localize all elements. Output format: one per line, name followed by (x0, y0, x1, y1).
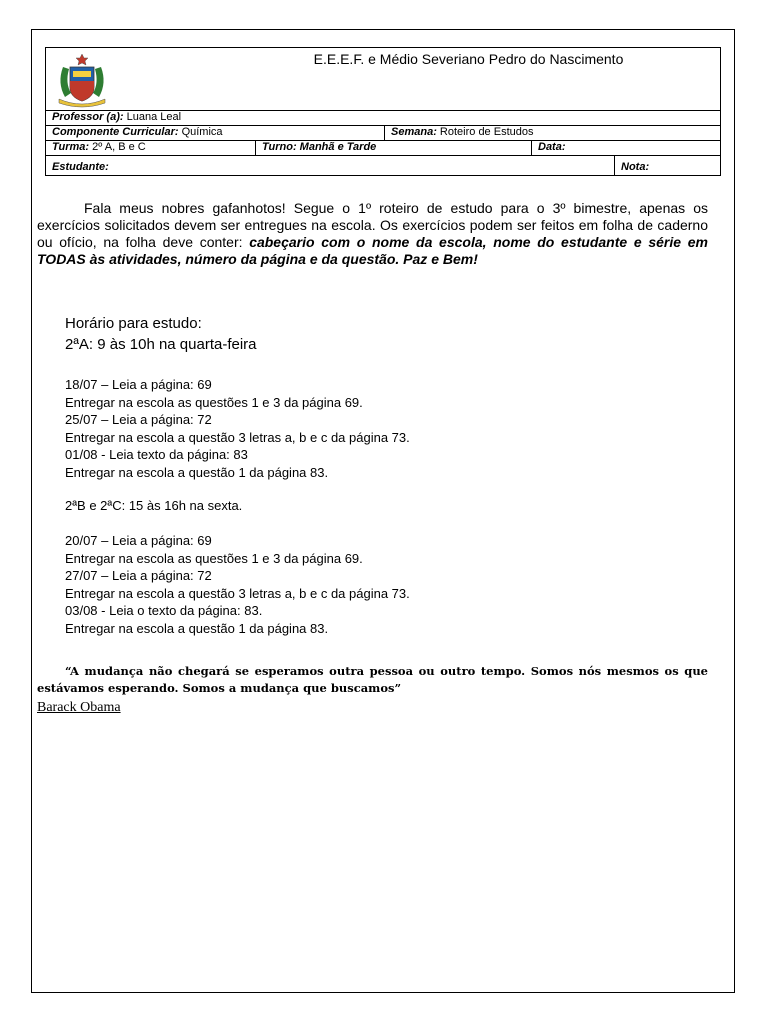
quote-text (37, 663, 708, 697)
data-label: Data: (538, 141, 566, 153)
school-name: E.E.E.F. e Médio Severiano Pedro do Nascimento (313, 51, 624, 67)
professor-value: Luana Leal (126, 111, 182, 123)
group-a-schedule: 2ªA: 9 às 10h na quarta-feira (65, 336, 257, 353)
componente-value: Química (181, 126, 223, 138)
estudante-row (46, 155, 720, 176)
turma-row (46, 140, 720, 155)
semana-label: Semana: (391, 126, 437, 138)
componente-label: Componente Curricular: (52, 126, 179, 138)
quote-body: “A mudança não chegará se esperamos outra pessoa ou outro tempo. Somos nós mesmos os que estávamos esperando. Somos a mudança que buscamos” (37, 664, 708, 695)
professor-row (46, 110, 720, 125)
list-item: Entregar na escola a questão 1 da página 83. (65, 465, 329, 480)
nota-label: Nota: (621, 161, 650, 173)
schedule-title: Horário para estudo: (65, 315, 202, 332)
semana-value: Roteiro de Estudos (439, 126, 534, 138)
intro-paragraph (37, 200, 708, 268)
list-item: Entregar na escola a questão 3 letras a, b e c da página 73. (65, 430, 410, 445)
list-item: Entregar na escola as questões 1 e 3 da página 69. (65, 551, 363, 566)
list-item: 03/08 - Leia o texto da página: 83. (65, 603, 263, 618)
list-item: Entregar na escola a questão 1 da página 83. (65, 621, 329, 636)
list-item: Entregar na escola as questões 1 e 3 da página 69. (65, 395, 363, 410)
componente-row (46, 125, 720, 140)
estudante-label: Estudante: (52, 161, 109, 173)
list-item: 18/07 – Leia a página: 69 (65, 377, 212, 392)
group-bc-schedule: 2ªB e 2ªC: 15 às 16h na sexta. (65, 498, 243, 513)
state-coat-of-arms-icon (51, 53, 113, 109)
list-item: 01/08 - Leia texto da página: 83 (65, 447, 248, 462)
list-item: Entregar na escola a questão 3 letras a, b e c da página 73. (65, 586, 410, 601)
professor-label: Professor (a): (52, 111, 124, 123)
turno-label: Turno: Manhã e Tarde (262, 141, 377, 153)
turma-label: Turma: (52, 141, 90, 153)
intro-emphasis: cabeçario com o nome da escola, nome do estudante e série em TODAS às atividades, número da página e da questão. Paz e Bem! (37, 234, 708, 267)
quote-author: Barack Obama (37, 700, 121, 715)
list-item: 25/07 – Leia a página: 72 (65, 412, 212, 427)
intro-text: Fala meus nobres gafanhotos! Segue o 1º roteiro de estudo para o 3º bimestre, apenas os exercícios solicitados devem ser entregues na escola. Os exercícios podem ser feitos em folha de caderno ou ofício, na folha deve conter: (37, 200, 708, 250)
list-item: 27/07 – Leia a página: 72 (65, 568, 212, 583)
header-table (45, 47, 721, 176)
turma-value: 2º A, B e C (92, 141, 146, 153)
list-item: 20/07 – Leia a página: 69 (65, 533, 212, 548)
